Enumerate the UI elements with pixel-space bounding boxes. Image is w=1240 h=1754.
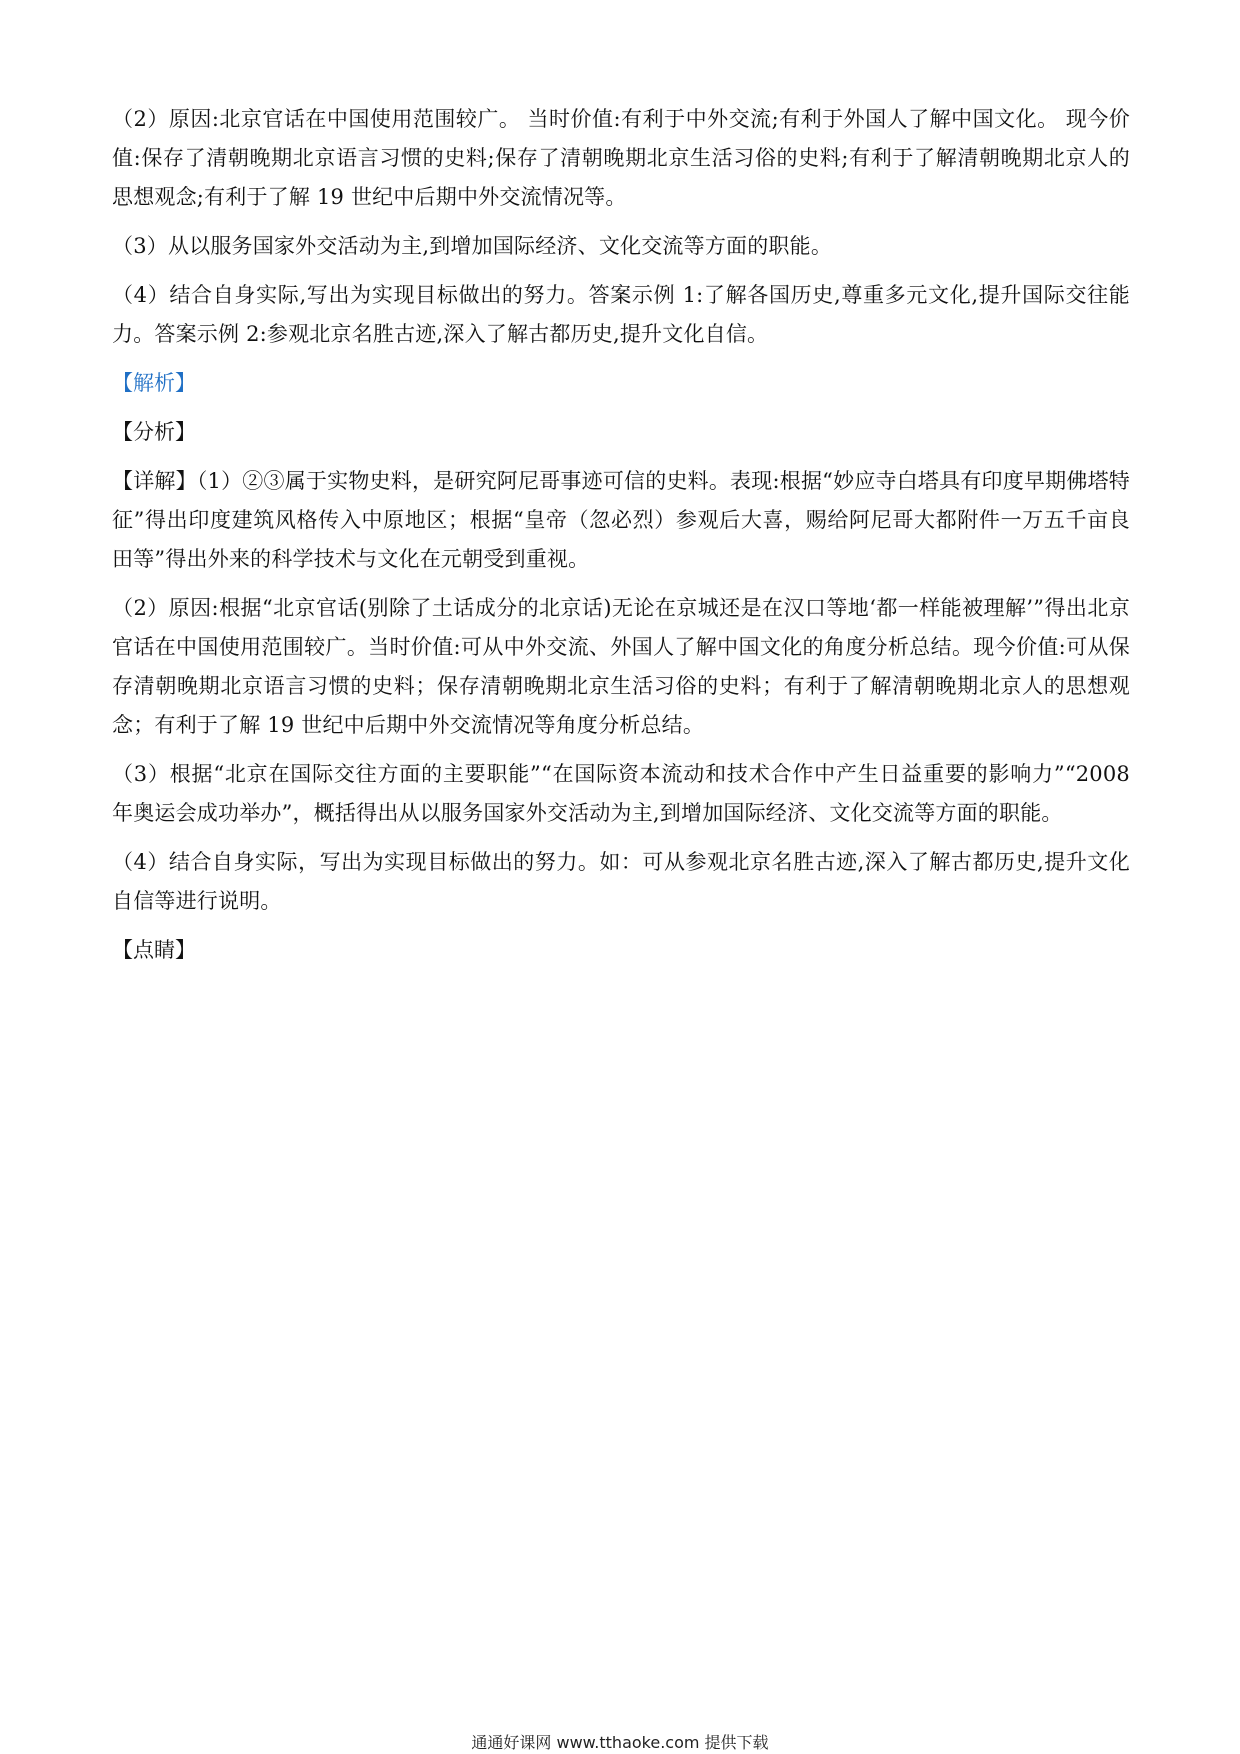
- detail-part-2: （2）原因:根据“北京官话(别除了土话成分的北京话)无论在京城还是在汉口等地‘都一样能被理解’”得出北京官话在中国使用范围较广。当时价值:可从中外交流、外国人了解中国文化的角度分析总结。现今价值:可从保存清朝晚期北京语言习惯的史料；保存清朝晚期北京生活习俗的史料；有利于了解清朝晚期北京人的思想观念；有利于了解 19 世纪中后期中外交流情况等角度分析总结。: [112, 596, 1130, 737]
- answer-part-4: （4）结合自身实际,写出为实现目标做出的努力。答案示例 1:了解各国历史,尊重多元文化,提升国际交往能力。答案示例 2:参观北京名胜古迹,深入了解古都历史,提升文化自信。: [112, 283, 1130, 346]
- fenxi-heading: 【分析】: [112, 420, 196, 444]
- page-footer: 通通好课网 www.tthaoke.com 提供下载: [471, 1733, 769, 1752]
- dianjing-heading: 【点睛】: [112, 938, 196, 962]
- detail-part-4: （4）结合自身实际，写出为实现目标做出的努力。如：可从参观北京名胜古迹,深入了解古都历史,提升文化自信等进行说明。: [112, 850, 1130, 913]
- detail-part-3: （3）根据“北京在国际交往方面的主要职能”“在国际资本流动和技术合作中产生日益重要的影响力”“2008 年奥运会成功举办”，概括得出从以服务国家外交活动为主,到增加国际经济、文化交流等方面的职能。: [112, 762, 1130, 825]
- answer-part-2: （2）原因:北京官话在中国使用范围较广。 当时价值:有利于中外交流;有利于外国人了解中国文化。 现今价值:保存了清朝晚期北京语言习惯的史料;保存了清朝晚期北京生活习俗的史料;有利于了解清朝晚期北京人的思想观念;有利于了解 19 世纪中后期中外交流情况等。: [112, 107, 1130, 209]
- page-content: [112, 100, 1130, 980]
- answer-part-3: （3）从以服务国家外交活动为主,到增加国际经济、文化交流等方面的职能。: [112, 234, 833, 258]
- detail-part-1: 【详解】（1）②③属于实物史料，是研究阿尼哥事迹可信的史料。表现:根据“妙应寺白塔具有印度早期佛塔特征”得出印度建筑风格传入中原地区；根据“皇帝（忽必烈）参观后大喜，赐给阿尼哥大都附件一万五千亩良田等”得出外来的科学技术与文化在元朝受到重视。: [112, 469, 1130, 571]
- jiexi-heading: 【解析】: [112, 371, 196, 395]
